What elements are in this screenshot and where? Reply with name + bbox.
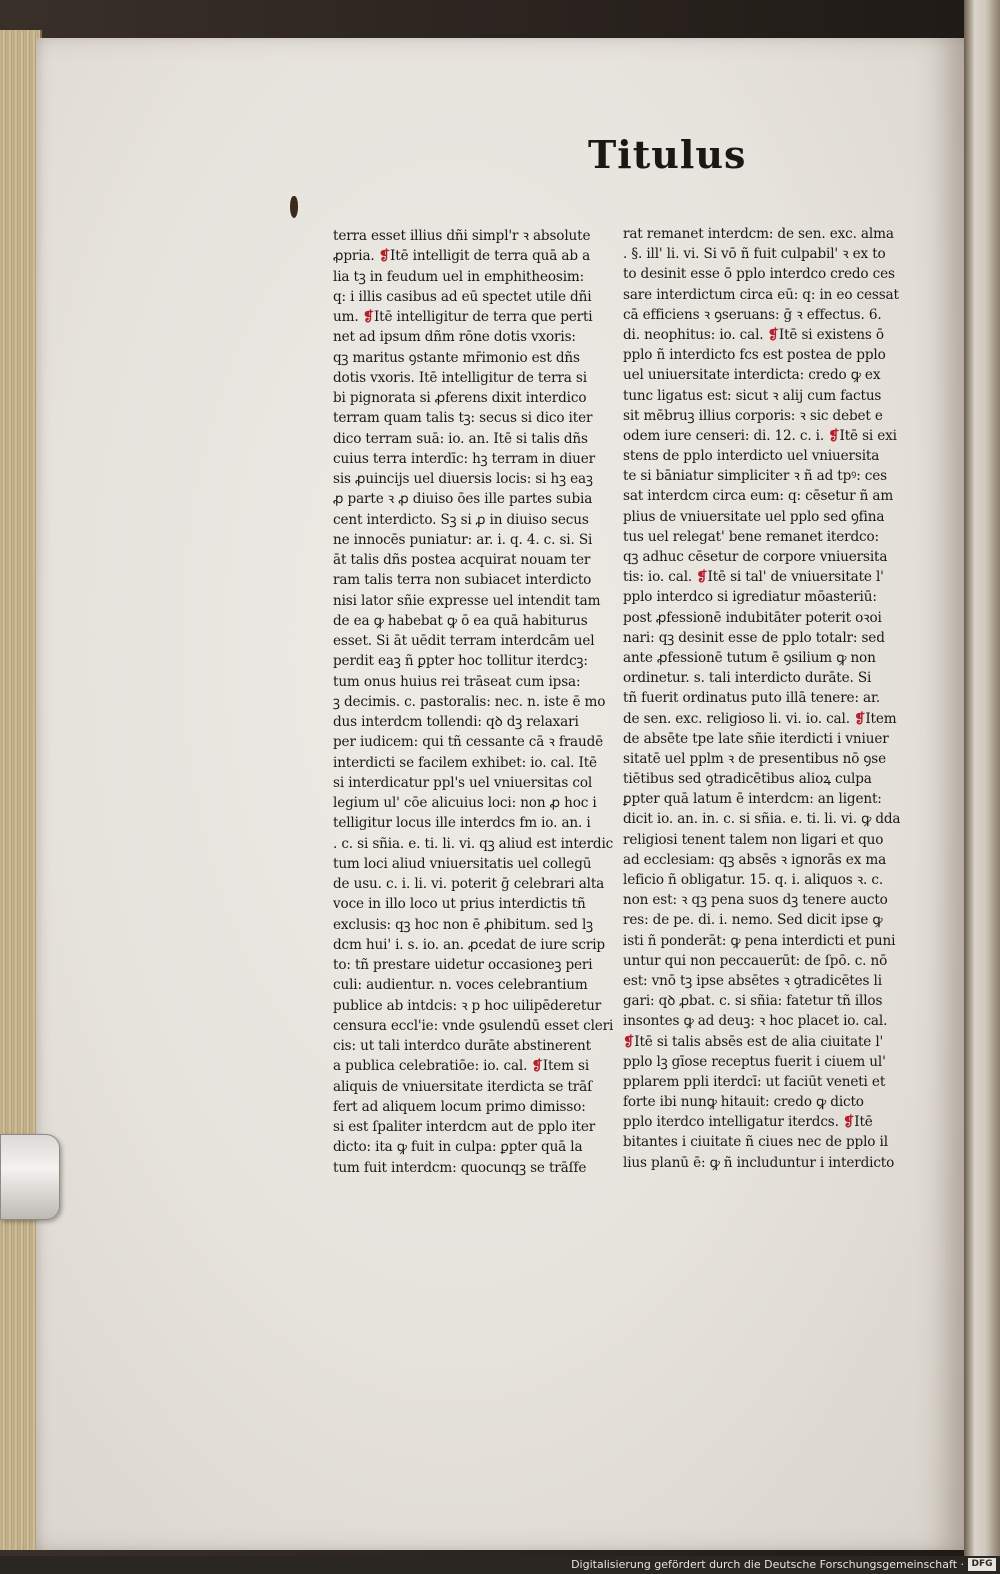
text-segment: fert ad aliquem locum primo dimisso: xyxy=(333,1098,586,1115)
text-segment: ꝓ parte ꝛ ꝓ diuiso ōes ille partes subia xyxy=(333,491,593,508)
text-segment: perdit eaꝫ ñ ꝑpter hoc tollitur iterdcꝫ: xyxy=(333,653,588,670)
text-segment: untur qui non peccauerūt: de ſpō. c. nō xyxy=(623,952,888,969)
text-line xyxy=(623,608,891,628)
text-segment: telligitur locus ille interdcs fm io. an. i xyxy=(333,815,591,832)
text-segment: ordinetur. s. tali interdicto durāte. Si xyxy=(623,670,872,687)
text-line xyxy=(333,246,601,266)
text-segment: culi: audientur. n. voces celebrantium xyxy=(333,977,588,994)
text-segment: Itē xyxy=(854,1114,873,1131)
text-line xyxy=(623,769,891,789)
text-segment: pplo ñ interdicto fcs est postea de pplo xyxy=(623,347,886,364)
text-line xyxy=(623,345,891,365)
text-segment: q: i illis casibus ad eū spectet utile dñi xyxy=(333,288,592,305)
text-line xyxy=(333,1158,601,1178)
text-line xyxy=(623,426,897,446)
text-line xyxy=(623,1112,891,1132)
text-segment: āt talis dñs postea acquirat nouam ter xyxy=(333,552,591,568)
text-segment: de ea ꝙ habebat ꝙ ō ea quā habiturus xyxy=(333,612,588,629)
text-segment: nari: qꝫ desinit esse de pplo totalr: sed xyxy=(623,629,885,646)
text-line xyxy=(623,951,891,971)
text-line xyxy=(333,996,601,1016)
text-segment: Item si xyxy=(542,1058,590,1075)
text-line xyxy=(333,834,614,854)
text-segment: religiosi tenent talem non ligari et quo xyxy=(623,831,884,848)
text-line xyxy=(623,527,891,547)
text-segment: terra esset illius dñi simpl'r ꝛ absolute xyxy=(333,228,591,244)
text-segment: exclusis: qꝫ hoc non ē ꝓhibitum. sed lꝫ xyxy=(333,916,593,933)
text-segment: ad ecclesiam: qꝫ absēs ꝛ ignorās ex ma xyxy=(623,851,887,868)
text-segment: bi pignorata si ꝓferens dixit interdico xyxy=(333,390,587,406)
text-segment: lia tꝫ in feudum uel in emphitheosim: xyxy=(333,268,585,285)
text-segment: dicit io. an. in. c. si sñia. e. ti. li. vi. ꝙ dda xyxy=(623,811,901,828)
text-segment: ꝫ decimis. c. pastoralis: nec. n. iste ē mo xyxy=(333,693,606,710)
text-segment: qꝫ maritus ꝯstante mr̄imonio est dñs xyxy=(333,349,580,366)
text-line xyxy=(623,547,891,567)
rubric-mark: ❡ xyxy=(378,248,391,265)
text-segment: Itē intelligitur de terra que perti xyxy=(373,309,593,325)
text-line xyxy=(333,368,601,388)
text-segment: tis: io. cal. xyxy=(623,569,697,586)
text-segment: tum loci aliud vniuersitatis uel collegū xyxy=(333,855,592,872)
rubric-mark: ❡ xyxy=(696,569,708,586)
text-line xyxy=(333,631,601,651)
text-segment: insontes ꝙ ad deuꝫ: ꝛ hoc placet io. cal. xyxy=(623,1013,888,1030)
ink-blot xyxy=(290,196,298,218)
text-segment: post ꝓfessionē indubitāter poterit oꝛoi xyxy=(623,609,882,626)
text-line xyxy=(623,1052,891,1072)
text-line xyxy=(333,570,601,590)
text-line xyxy=(623,264,895,284)
text-segment: ante ꝓfessionē tutum ē ꝯsilium ꝙ non xyxy=(623,649,876,666)
text-segment: de absēte tpe late sñie iterdicti i vniuer xyxy=(623,730,889,747)
rubric-mark: ❡ xyxy=(854,710,866,727)
text-line xyxy=(623,567,891,587)
text-segment: non est: ꝛ qꝫ pena suos dꝫ tenere aucto xyxy=(623,892,888,909)
text-line xyxy=(623,466,891,486)
text-segment: Itē si exi xyxy=(839,427,897,444)
text-segment: sit mēbruꝫ illius corporis: ꝛ sic debet e xyxy=(623,407,883,424)
text-line xyxy=(623,1032,891,1052)
text-segment: cent interdicto. Sꝫ si ꝓ in diuiso secus xyxy=(333,511,589,528)
text-column-left xyxy=(333,226,614,1178)
text-segment: . §. ill' li. vi. Si vō ñ fuit culpabil' ꝛ ex to xyxy=(623,246,886,263)
text-segment: sis ꝓuincijs uel diuersis locis: si hꝫ eaꝫ xyxy=(333,471,593,487)
text-line xyxy=(333,327,601,347)
text-segment: aliquis de vniuersitate iterdicta se trāſ xyxy=(333,1078,592,1095)
text-segment: dicto: ita ꝙ fuit in culpa: ꝑpter quā la xyxy=(333,1139,583,1156)
text-line xyxy=(333,773,601,793)
text-segment: est: vnō tꝫ ipse absētes ꝛ ꝯtradicētes li xyxy=(623,972,882,989)
next-page-edge xyxy=(964,0,1000,1574)
text-segment: stens de pplo interdicto uel vniuersita xyxy=(623,448,880,465)
text-segment: esset. Si āt uēdit terram interdcām uel xyxy=(333,633,595,649)
text-line xyxy=(623,971,891,991)
text-line xyxy=(623,386,891,406)
text-segment: . c. si sñia. e. ti. li. vi. qꝫ aliud est interdic xyxy=(333,835,614,852)
text-segment: cā efficiens ꝛ ꝯseruans: ḡ ꝛ effectus. 6. xyxy=(623,306,882,323)
text-segment: ꝑpter quā latum ē interdcm: an ligent: xyxy=(623,791,882,808)
text-line xyxy=(333,753,601,773)
text-line xyxy=(333,712,601,732)
text-line xyxy=(333,692,606,712)
text-segment: di. neophitus: io. cal. xyxy=(623,326,768,343)
text-segment: tum onus huius rei trāseat cum ipsa: xyxy=(333,673,581,690)
text-segment: pplo lꝫ gīose receptus fuerit i ciuem ul' xyxy=(623,1053,886,1070)
text-line xyxy=(333,651,601,671)
text-line xyxy=(623,991,891,1011)
text-line xyxy=(333,1036,601,1056)
text-line xyxy=(623,668,891,688)
rubric-mark: ❡ xyxy=(828,427,840,444)
text-line xyxy=(623,1072,891,1092)
text-line xyxy=(623,224,894,244)
text-segment: de sen. exc. religioso li. vi. io. cal. xyxy=(623,710,855,727)
text-line xyxy=(623,648,891,668)
text-line xyxy=(623,1132,891,1152)
text-line xyxy=(623,628,891,648)
text-segment: uel uniuersitate interdicta: credo ꝙ ex xyxy=(623,367,881,384)
text-segment: isti ñ ponderāt: ꝙ pena interdicti et puni xyxy=(623,932,896,949)
footer-credit: Digitalisierung gefördert durch die Deutsche Forschungsgemeinschaft · xyxy=(571,1558,964,1571)
text-segment: cis: ut tali interdco durāte abstinerent xyxy=(333,1038,591,1054)
text-line xyxy=(623,688,891,708)
text-line xyxy=(623,486,894,506)
rubric-mark: ❡ xyxy=(531,1058,543,1075)
text-segment: ram talis terra non subiacet interdicto xyxy=(333,572,592,589)
text-line xyxy=(333,348,601,368)
text-segment: dus interdcm tollendi: qꝺ dꝫ relaxari xyxy=(333,714,579,730)
text-line xyxy=(623,789,891,809)
text-segment: rat remanet interdcm: de sen. exc. alma xyxy=(623,226,894,242)
text-line xyxy=(623,285,899,305)
text-line xyxy=(333,1117,601,1137)
text-segment: odem iure censeri: di. 12. c. i. xyxy=(623,427,829,444)
text-segment: um. xyxy=(333,309,363,325)
text-line xyxy=(333,226,601,246)
text-segment: cuius terra interdīc: hꝫ terram in diuer xyxy=(333,450,595,467)
text-line xyxy=(333,813,601,833)
text-line xyxy=(333,894,601,914)
text-line xyxy=(333,550,601,570)
rubric-mark: ❡ xyxy=(623,1033,635,1050)
text-segment: res: de pe. di. i. nemo. Sed dicit ipse ꝙ xyxy=(623,912,883,929)
text-line xyxy=(333,429,601,449)
text-line xyxy=(623,305,891,325)
text-segment: legium ul' cōe alicuius loci: non ꝓ hoc i xyxy=(333,795,597,811)
text-segment: si est ſpaliter interdcm aut de pplo iter xyxy=(333,1119,596,1135)
text-line xyxy=(333,1056,601,1076)
text-segment: tunc ligatus est: sicut ꝛ alij cum factus xyxy=(623,387,882,404)
text-segment: pplarem ppli iterdcī: ut faciūt veneti et xyxy=(623,1073,886,1090)
text-segment: to desinit esse ō pplo interdco credo ces xyxy=(623,266,895,283)
text-segment: net ad ipsum dñm rōne dotis vxoris: xyxy=(333,329,576,346)
text-line xyxy=(623,931,896,951)
running-header-title: Titulus xyxy=(588,132,747,177)
rubric-mark: ❡ xyxy=(767,326,779,343)
text-segment: Itē si talis absēs est de alia ciuitate l' xyxy=(634,1033,884,1050)
text-line xyxy=(623,587,891,607)
text-segment: sitatē uel pplm ꝛ de presentibus nō ꝯse xyxy=(623,750,886,767)
text-line xyxy=(623,244,891,264)
text-segment: Item xyxy=(865,710,897,727)
text-line xyxy=(623,890,891,910)
text-line xyxy=(333,1097,601,1117)
text-line xyxy=(623,406,891,426)
text-line xyxy=(623,870,891,890)
text-column-right xyxy=(623,224,901,1173)
text-segment: te si bāniatur simpliciter ꝛ ñ ad tpꝰ: ces xyxy=(623,468,887,485)
text-segment: voce in illo loco ut prius interdictis tñ xyxy=(333,896,586,913)
text-line xyxy=(333,1016,614,1036)
text-segment: si interdicatur ppl's uel vniuersitas col xyxy=(333,774,593,791)
text-segment: Itē si existens ō xyxy=(778,326,884,343)
text-line xyxy=(623,749,891,769)
text-line xyxy=(623,1011,891,1031)
text-segment: nisi lator sñie expresse uel intendit tam xyxy=(333,592,601,609)
text-segment: publice ab intdcis: ꝛ p hoc uilipēderetur xyxy=(333,997,602,1014)
text-line xyxy=(623,446,891,466)
text-line xyxy=(333,611,601,631)
text-segment: dcm hui' i. s. io. an. ꝓcedat de iure scrip xyxy=(333,936,605,953)
text-line xyxy=(623,1153,895,1173)
text-line xyxy=(333,955,601,975)
text-line xyxy=(333,793,601,813)
text-line xyxy=(333,975,601,995)
text-line xyxy=(623,850,891,870)
text-segment: bitantes i ciuitate ñ ciues nec de pplo il xyxy=(623,1134,888,1151)
text-segment: de usu. c. i. li. vi. poterit ḡ celebrari alta xyxy=(333,876,605,892)
text-line xyxy=(333,510,601,530)
text-line xyxy=(623,729,891,749)
text-line xyxy=(623,325,891,345)
text-segment: dico terram suā: io. an. Itē si talis dñs xyxy=(333,430,588,447)
text-segment: interdicti se facilem exhibet: io. cal. Itē xyxy=(333,754,597,771)
text-line xyxy=(623,830,891,850)
text-line xyxy=(333,449,601,469)
text-segment: censura eccl'ie: vnde ꝯsulendū esset cleri xyxy=(333,1017,614,1034)
text-line xyxy=(333,408,601,428)
text-segment: gari: qꝺ ꝓbat. c. si sñia: fatetur tñ illos xyxy=(623,993,883,1010)
text-segment: ꝓpria. xyxy=(333,248,379,265)
text-line xyxy=(623,809,901,829)
text-line xyxy=(623,507,891,527)
text-line xyxy=(333,874,605,894)
text-segment: pplo iterdco intelligatur iterdcs. xyxy=(623,1114,843,1131)
text-line xyxy=(333,287,601,307)
text-line xyxy=(333,732,604,752)
text-line xyxy=(623,365,891,385)
text-line xyxy=(333,672,601,692)
text-segment: sare interdictum circa eū: q: in eo cessat xyxy=(623,286,899,303)
text-segment: tiētibus sed ꝯtradicētibus alioꝝ culpa xyxy=(623,771,872,788)
text-segment: to: tñ prestare uidetur occasioneꝫ peri xyxy=(333,957,593,973)
text-segment: dotis vxoris. Itē intelligitur de terra si xyxy=(333,369,587,386)
rubric-mark: ❡ xyxy=(842,1114,855,1131)
text-segment: qꝫ adhuc cēsetur de corpore vniuersita xyxy=(623,549,888,565)
text-segment: per iudicem: qui tñ cessante cā ꝛ fraudē xyxy=(333,734,604,751)
text-segment: terram quam talis tꝫ: secus si dico iter xyxy=(333,410,593,427)
text-segment: plius de vniuersitate uel pplo sed ꝯfina xyxy=(623,508,885,525)
text-line xyxy=(623,910,891,930)
text-line xyxy=(333,1137,601,1157)
text-segment: Itē si tal' de vniuersitate l' xyxy=(707,569,884,586)
text-line xyxy=(333,469,601,489)
text-line xyxy=(623,1092,891,1112)
text-line xyxy=(333,489,601,509)
dfg-logo: DFG xyxy=(968,1558,996,1571)
text-line xyxy=(333,854,601,874)
text-segment: Itē intelligit de terra quā ab a xyxy=(390,248,591,265)
text-segment: ne innocēs puniatur: ar. i. q. 4. c. si. Si xyxy=(333,531,593,548)
page-clip xyxy=(0,1134,60,1220)
text-segment: a publica celebratiōe: io. cal. xyxy=(333,1058,532,1075)
text-line xyxy=(333,915,601,935)
text-segment: tñ fuerit ordinatus puto illā tenere: ar. xyxy=(623,690,881,707)
text-line xyxy=(333,267,601,287)
text-segment: tum fuit interdcm: quocunqꝫ se trāſfe xyxy=(333,1159,587,1176)
text-segment: forte ibi nunꝙ hitauit: credo ꝙ dicto xyxy=(623,1094,864,1111)
text-line xyxy=(333,388,601,408)
text-line xyxy=(333,591,601,611)
text-line xyxy=(333,307,601,327)
text-segment: leficio ñ obligatur. 15. q. i. aliquos ꝛ. c. xyxy=(623,872,883,888)
text-segment: sat interdcm circa eum: q: cēsetur ñ am xyxy=(623,488,894,505)
text-segment: lius planū ē: ꝙ ñ includuntur i interdicto xyxy=(623,1154,895,1171)
text-segment: tus uel relegat' bene remanet iterdco: xyxy=(623,528,879,545)
rubric-mark: ❡ xyxy=(362,309,374,325)
text-line xyxy=(333,935,605,955)
text-line xyxy=(333,530,601,550)
text-line xyxy=(623,709,897,729)
text-line xyxy=(333,1077,601,1097)
text-segment: pplo interdco si igrediatur mōasteriū: xyxy=(623,589,877,606)
